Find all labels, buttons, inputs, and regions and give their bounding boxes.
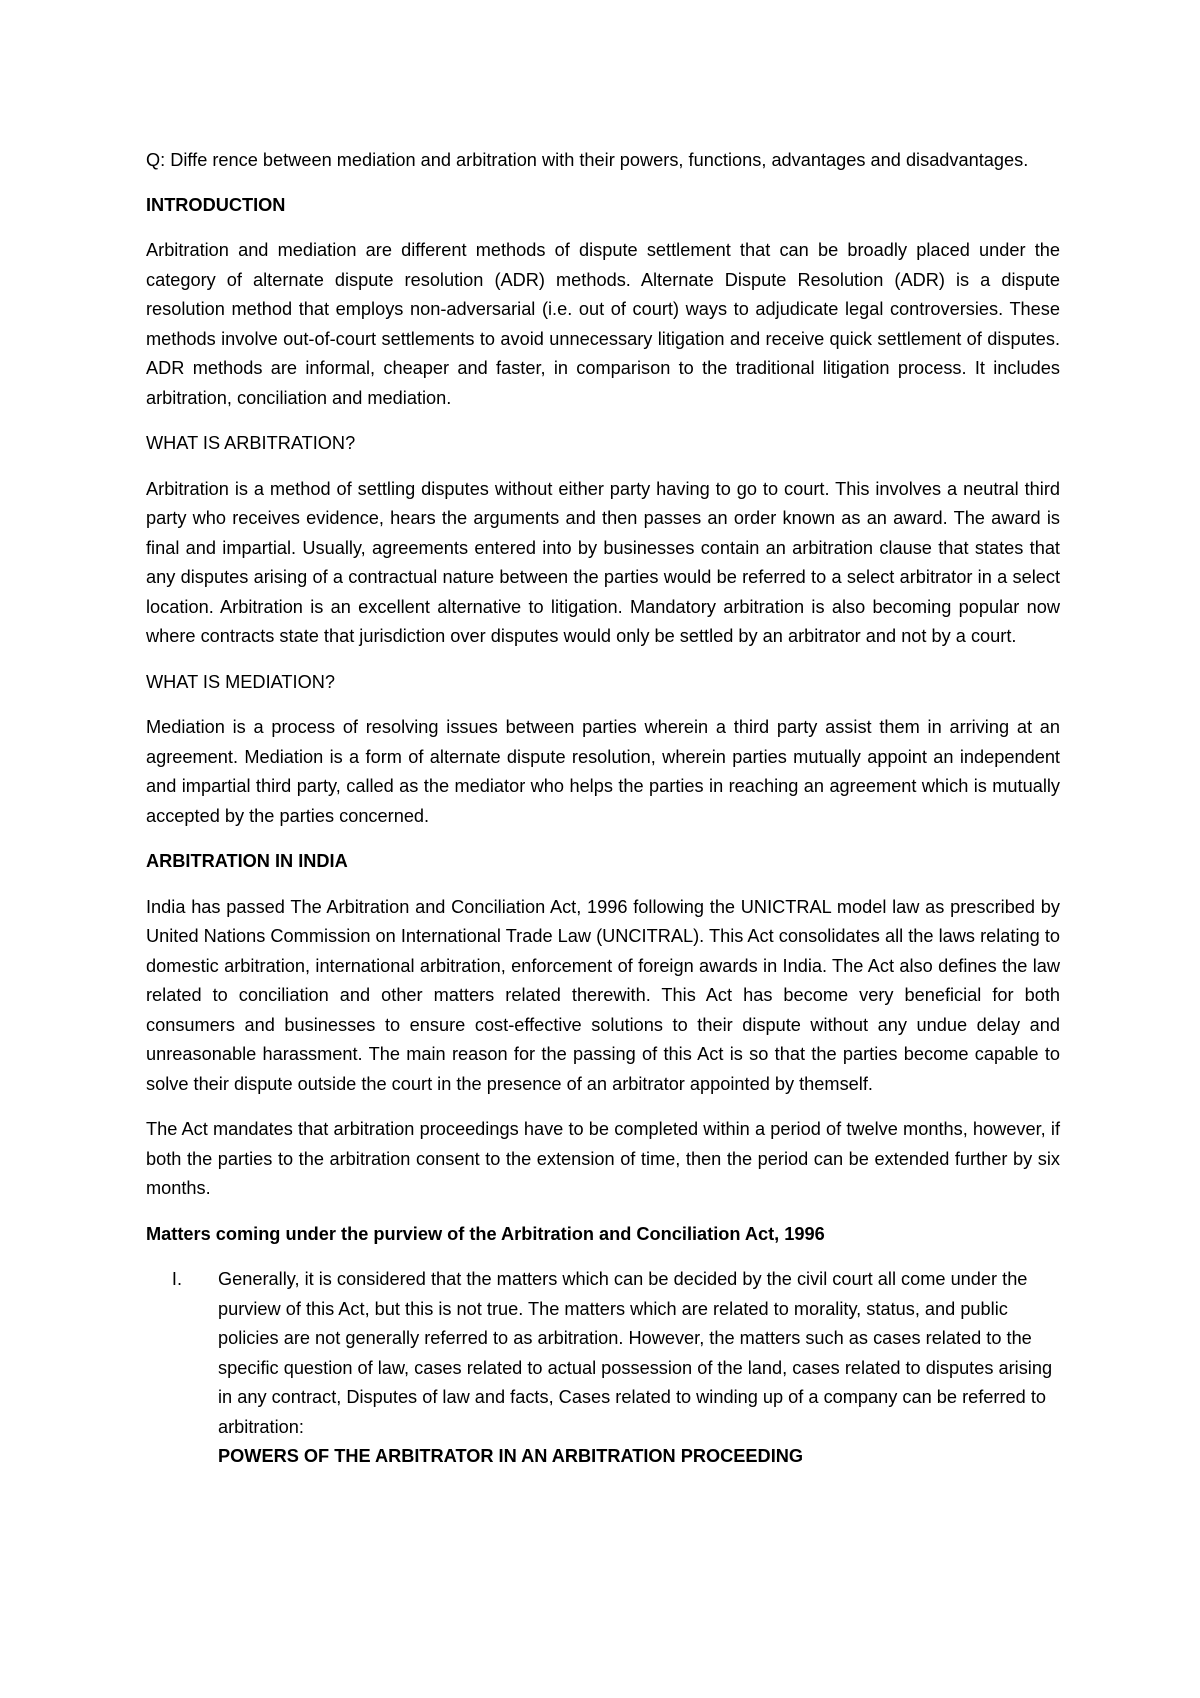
list-item — [171, 1265, 1060, 1472]
list-item-text: Generally, it is considered that the matters which can be decided by the civil court all come under the purview of this Act, but this is not true. The matters which are related to morality, status, and public policies are not generally referred to as arbitration. However, the matters such as cases related to the specific question of law, cases related to actual possession of the land, cases related to disputes arising in any contract, Disputes of law and facts, Cases related to winding up of a company can be referred to arbitration: — [218, 1269, 1053, 1437]
matters-heading: Matters coming under the purview of the Arbitration and Conciliation Act, 1996 — [146, 1223, 825, 1244]
list-marker: I. — [171, 1269, 182, 1289]
question-text: Q: Diffe rence between mediation and arbitration with their powers, functions, advantages and disadvantages. — [146, 150, 1029, 170]
powers-of-arbitrator-heading: POWERS OF THE ARBITRATOR IN AN ARBITRATION PROCEEDING — [218, 1446, 804, 1466]
arbitration-in-india-heading: ARBITRATION IN INDIA — [146, 851, 348, 871]
arbitration-heading: WHAT IS ARBITRATION? — [146, 433, 356, 453]
arbitration-in-india-paragraph-2: The Act mandates that arbitration proceedings have to be completed within a period of twelve months, however, if both the parties to the arbitration consent to the extension of time, then the period can be extended further by six months. — [146, 1119, 1060, 1198]
document-body — [146, 146, 1060, 1472]
mediation-heading: WHAT IS MEDIATION? — [146, 671, 335, 692]
matters-list — [146, 1265, 1060, 1472]
introduction-paragraph: Arbitration and mediation are different methods of dispute settlement that can be broadly placed under the category of alternate dispute resolution (ADR) methods. Alternate Dispute Resolution (ADR) is a dispute resolution method that employs non-adversarial (i.e. out of court) ways to adjudicate legal controversies. These methods involve out-of-court settlements to avoid unnecessary litigation and receive quick settlement of disputes. ADR methods are informal, cheaper and faster, in comparison to the traditional litigation process. It includes arbitration, conciliation and mediation. — [146, 240, 1060, 408]
introduction-heading: INTRODUCTION — [146, 194, 286, 215]
mediation-paragraph: Mediation is a process of resolving issues between parties wherein a third party assist them in arriving at an agreement. Mediation is a form of alternate dispute resolution, wherein parties mutually appoint an independent and impartial third party, called as the mediator who helps the parties in reaching an agreement which is mutually accepted by the parties concerned. — [146, 717, 1060, 826]
arbitration-in-india-paragraph-1: India has passed The Arbitration and Conciliation Act, 1996 following the UNICTRAL model law as prescribed by United Nations Commission on International Trade Law (UNCITRAL). This Act consolidates all the laws relating to domestic arbitration, international arbitration, enforcement of foreign awards in India. The Act also defines the law related to conciliation and other matters related therewith. This Act has become very beneficial for both consumers and businesses to ensure cost-effective solutions to their dispute without any undue delay and unreasonable harassment. The main reason for the passing of this Act is so that the parties become capable to solve their dispute outside the court in the presence of an arbitrator appointed by themself. — [146, 896, 1060, 1094]
arbitration-paragraph: Arbitration is a method of settling disputes without either party having to go to court. This involves a neutral third party who receives evidence, hears the arguments and then passes an order known as an award. The award is final and impartial. Usually, agreements entered into by businesses contain an arbitration clause that states that any disputes arising of a contractual nature between the parties would be referred to a select arbitrator in a select location. Arbitration is an excellent alternative to litigation. Mandatory arbitration is also becoming popular now where contracts state that jurisdiction over disputes would only be settled by an arbitrator and not by a court. — [146, 478, 1060, 646]
